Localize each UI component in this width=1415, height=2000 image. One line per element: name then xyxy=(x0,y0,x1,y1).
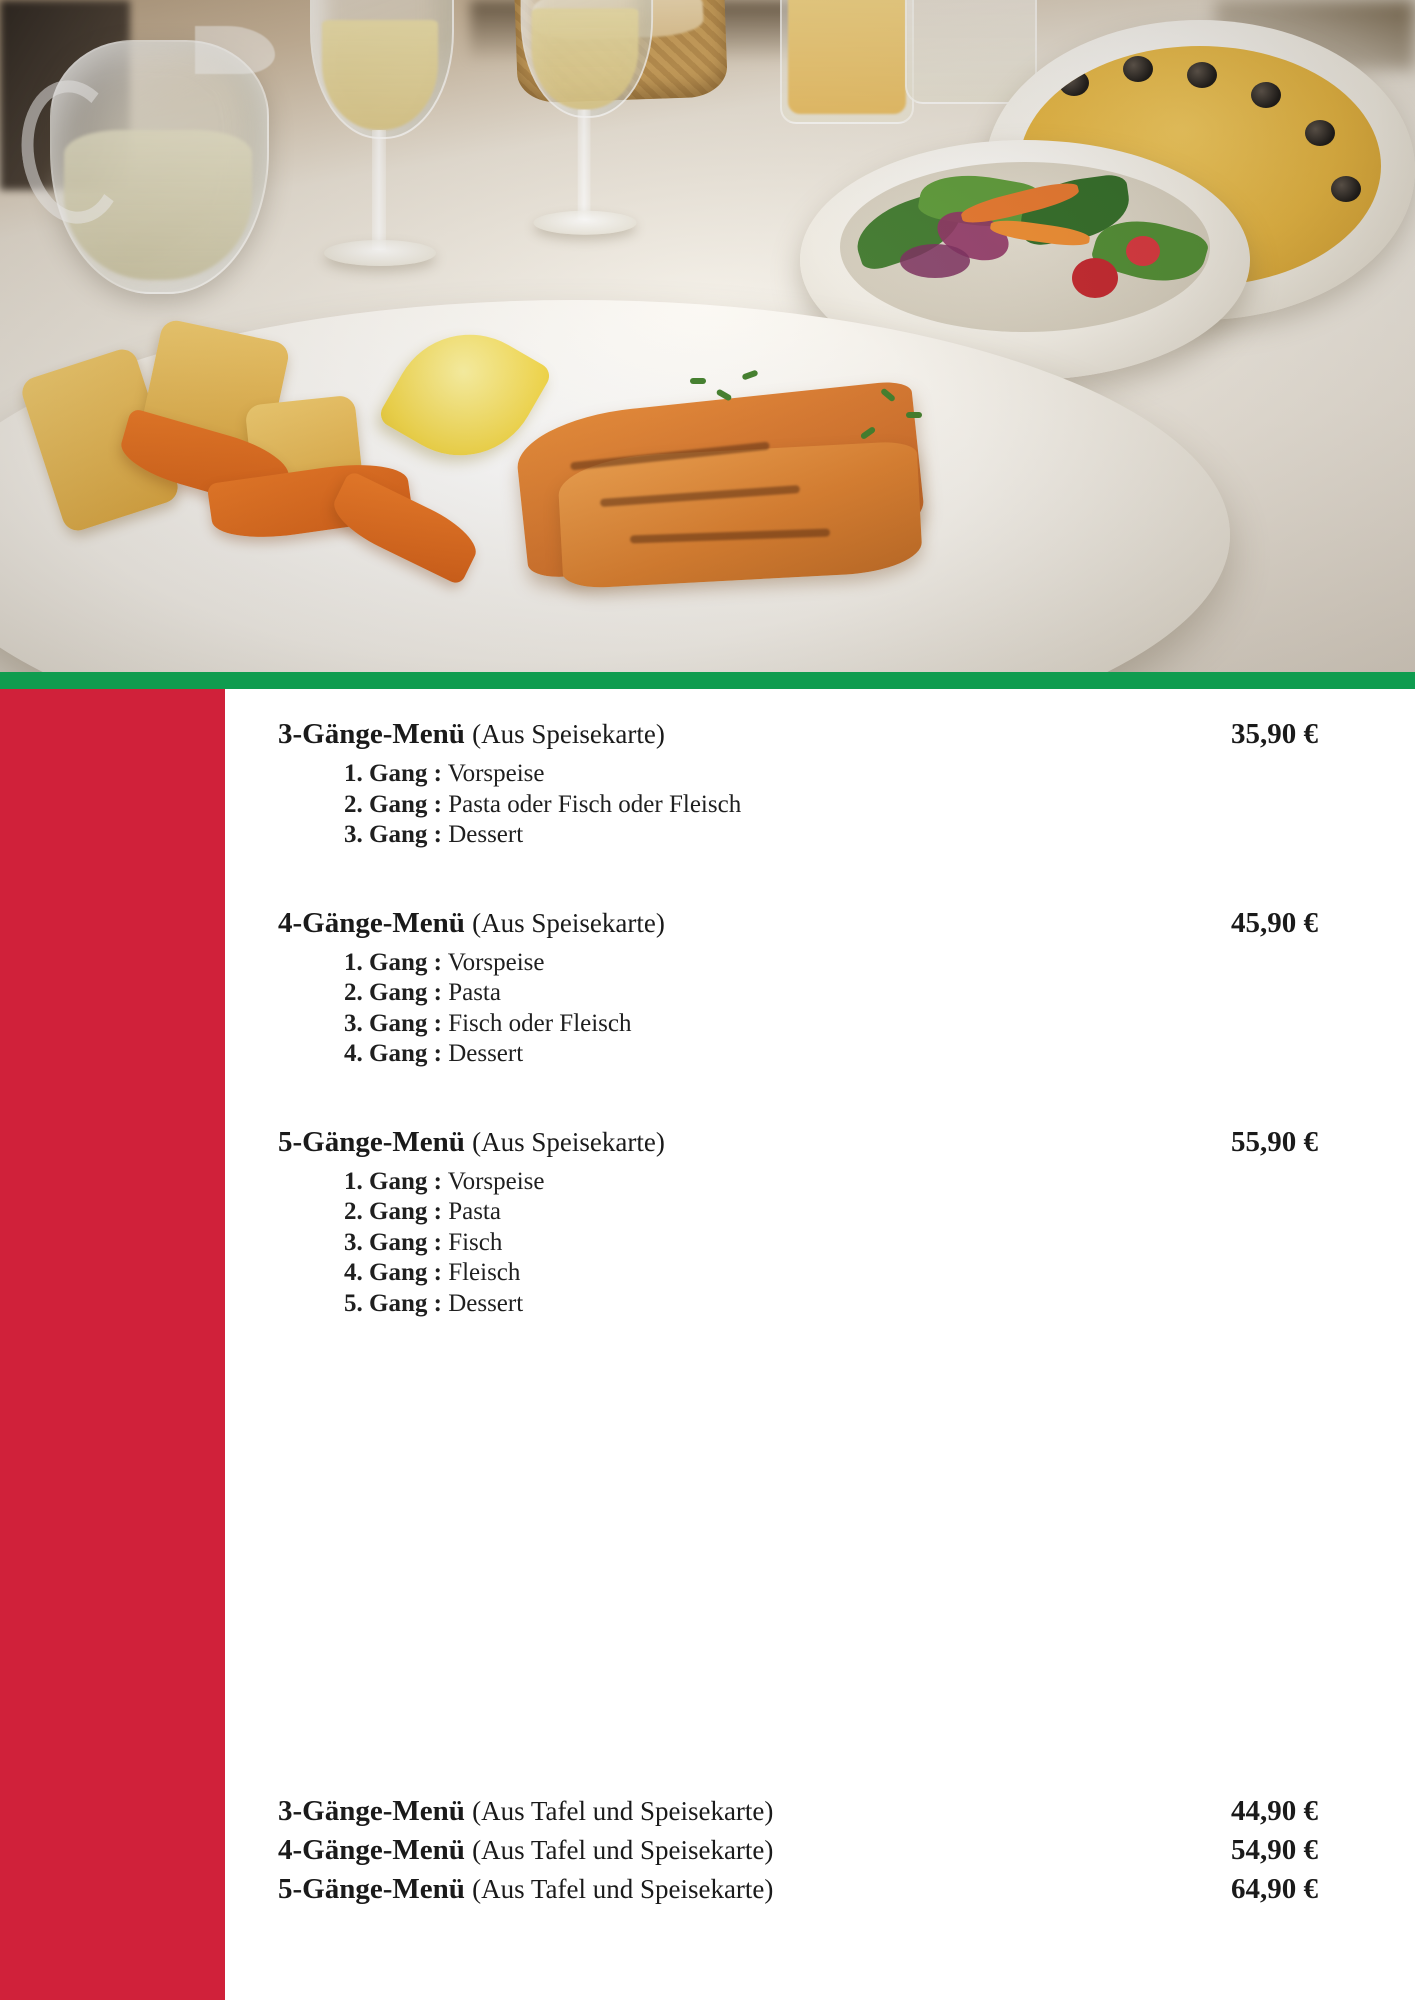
water-carafe xyxy=(20,10,290,310)
course-row xyxy=(344,820,1318,851)
menu-price: 55,90 € xyxy=(1231,1125,1318,1158)
glass-foot xyxy=(533,211,636,235)
menu-note: (Aus Tafel und Speisekarte) xyxy=(472,1796,774,1826)
course-row xyxy=(344,978,1318,1009)
course-value: Fleisch xyxy=(448,1259,521,1286)
glass-stem xyxy=(578,110,591,220)
glass-stem xyxy=(372,130,386,250)
course-list xyxy=(278,1167,1318,1320)
olive xyxy=(1123,56,1153,82)
menu-title xyxy=(278,1873,773,1906)
menu-name: 4-Gänge-Menü xyxy=(278,906,465,939)
olive xyxy=(1059,70,1089,96)
menu-name: 5-Gänge-Menü xyxy=(278,1125,465,1158)
course-value: Dessert xyxy=(448,821,524,848)
course-row xyxy=(344,790,1318,821)
course-list xyxy=(278,759,1318,851)
course-value: Fisch xyxy=(448,1228,503,1256)
course-value: Vorspeise xyxy=(447,760,545,787)
menu-title xyxy=(278,1126,665,1159)
carafe-spout xyxy=(195,26,275,74)
wine-glass-2 xyxy=(511,0,658,257)
menu-note: (Aus Tafel und Speisekarte) xyxy=(472,1835,774,1865)
menu-name: 3-Gänge-Menü xyxy=(278,718,465,750)
menu-list xyxy=(278,718,1318,1375)
course-label: 5. Gang : xyxy=(344,1289,442,1317)
menu-title xyxy=(278,718,665,751)
menu-price: 44,90 € xyxy=(1231,1795,1318,1827)
menu-price: 45,90 € xyxy=(1231,906,1318,939)
menu-note: (Aus Speisekarte) xyxy=(472,719,665,749)
course-label: 3. Gang : xyxy=(344,821,442,848)
course-value: Pasta oder Fisch oder Fleisch xyxy=(448,790,742,818)
course-row xyxy=(344,1167,1318,1198)
menu-title xyxy=(278,1834,773,1867)
menu-name: 4-Gänge-Menü xyxy=(278,1834,465,1866)
course-label: 1. Gang : xyxy=(344,1167,442,1195)
tomato xyxy=(1072,258,1118,298)
olive xyxy=(1251,82,1281,108)
tafel-menu-row xyxy=(278,1873,1318,1906)
menu-block-5-gaenge xyxy=(278,1126,1318,1320)
menu-name: 5-Gänge-Menü xyxy=(278,1873,465,1905)
menu-block-4-gaenge xyxy=(278,907,1318,1070)
menu-price: 35,90 € xyxy=(1231,718,1318,750)
course-value: Pasta xyxy=(448,1198,501,1225)
course-row xyxy=(344,759,1318,790)
olive xyxy=(1187,62,1217,88)
sidebar xyxy=(0,689,225,2000)
course-label: 4. Gang : xyxy=(344,1040,442,1067)
menu-block-3-gaenge xyxy=(278,718,1318,851)
course-value: Dessert xyxy=(448,1289,524,1317)
menu-note: (Aus Tafel und Speisekarte) xyxy=(472,1874,774,1904)
menu-note: (Aus Speisekarte) xyxy=(472,1126,665,1157)
menu-header xyxy=(278,907,1318,940)
hero-illustration xyxy=(0,0,1415,672)
menu-price: 54,90 € xyxy=(1231,1834,1318,1866)
course-label: 2. Gang : xyxy=(344,1198,442,1225)
tafel-menu-row xyxy=(278,1834,1318,1867)
course-value: Fisch oder Fleisch xyxy=(448,1009,632,1037)
menu-price: 64,90 € xyxy=(1231,1873,1318,1905)
course-row xyxy=(344,948,1318,979)
menu-note: (Aus Speisekarte) xyxy=(472,907,665,938)
course-row xyxy=(344,1039,1318,1070)
course-value: Vorspeise xyxy=(447,1167,545,1195)
wine-glass-1 xyxy=(300,0,460,290)
red-cabbage xyxy=(900,244,970,278)
menu-name: 3-Gänge-Menü xyxy=(278,1795,465,1827)
tafel-menu-list xyxy=(278,1795,1318,1912)
course-label: 3. Gang : xyxy=(344,1228,442,1256)
menu-title xyxy=(278,1795,773,1828)
olive xyxy=(1331,176,1361,202)
course-row xyxy=(344,1197,1318,1228)
tomato xyxy=(1126,236,1160,266)
chive-garnish xyxy=(690,378,706,384)
hero-food-photo xyxy=(0,0,1415,672)
course-row xyxy=(344,1258,1318,1289)
olive xyxy=(1305,120,1335,146)
course-row xyxy=(344,1009,1318,1040)
course-label: 3. Gang : xyxy=(344,1009,442,1037)
course-label: 1. Gang : xyxy=(344,760,442,787)
green-divider xyxy=(0,672,1415,689)
course-row xyxy=(344,1289,1318,1320)
course-label: 2. Gang : xyxy=(344,979,442,1006)
course-label: 2. Gang : xyxy=(344,790,442,818)
menu-header xyxy=(278,718,1318,751)
chive-garnish xyxy=(906,412,922,418)
salad-contents xyxy=(840,162,1210,332)
tafel-menu-row xyxy=(278,1795,1318,1828)
course-label: 4. Gang : xyxy=(344,1259,442,1286)
juice xyxy=(788,0,906,114)
course-list xyxy=(278,948,1318,1070)
course-label: 1. Gang : xyxy=(344,948,442,976)
juice-tumbler xyxy=(780,0,914,124)
course-value: Pasta xyxy=(448,979,501,1006)
course-row xyxy=(344,1228,1318,1259)
glass-foot xyxy=(324,240,436,266)
course-value: Dessert xyxy=(448,1040,524,1067)
menu-title xyxy=(278,907,665,940)
menu-header xyxy=(278,1126,1318,1159)
water-tumbler xyxy=(905,0,1037,104)
course-value: Vorspeise xyxy=(447,948,545,976)
